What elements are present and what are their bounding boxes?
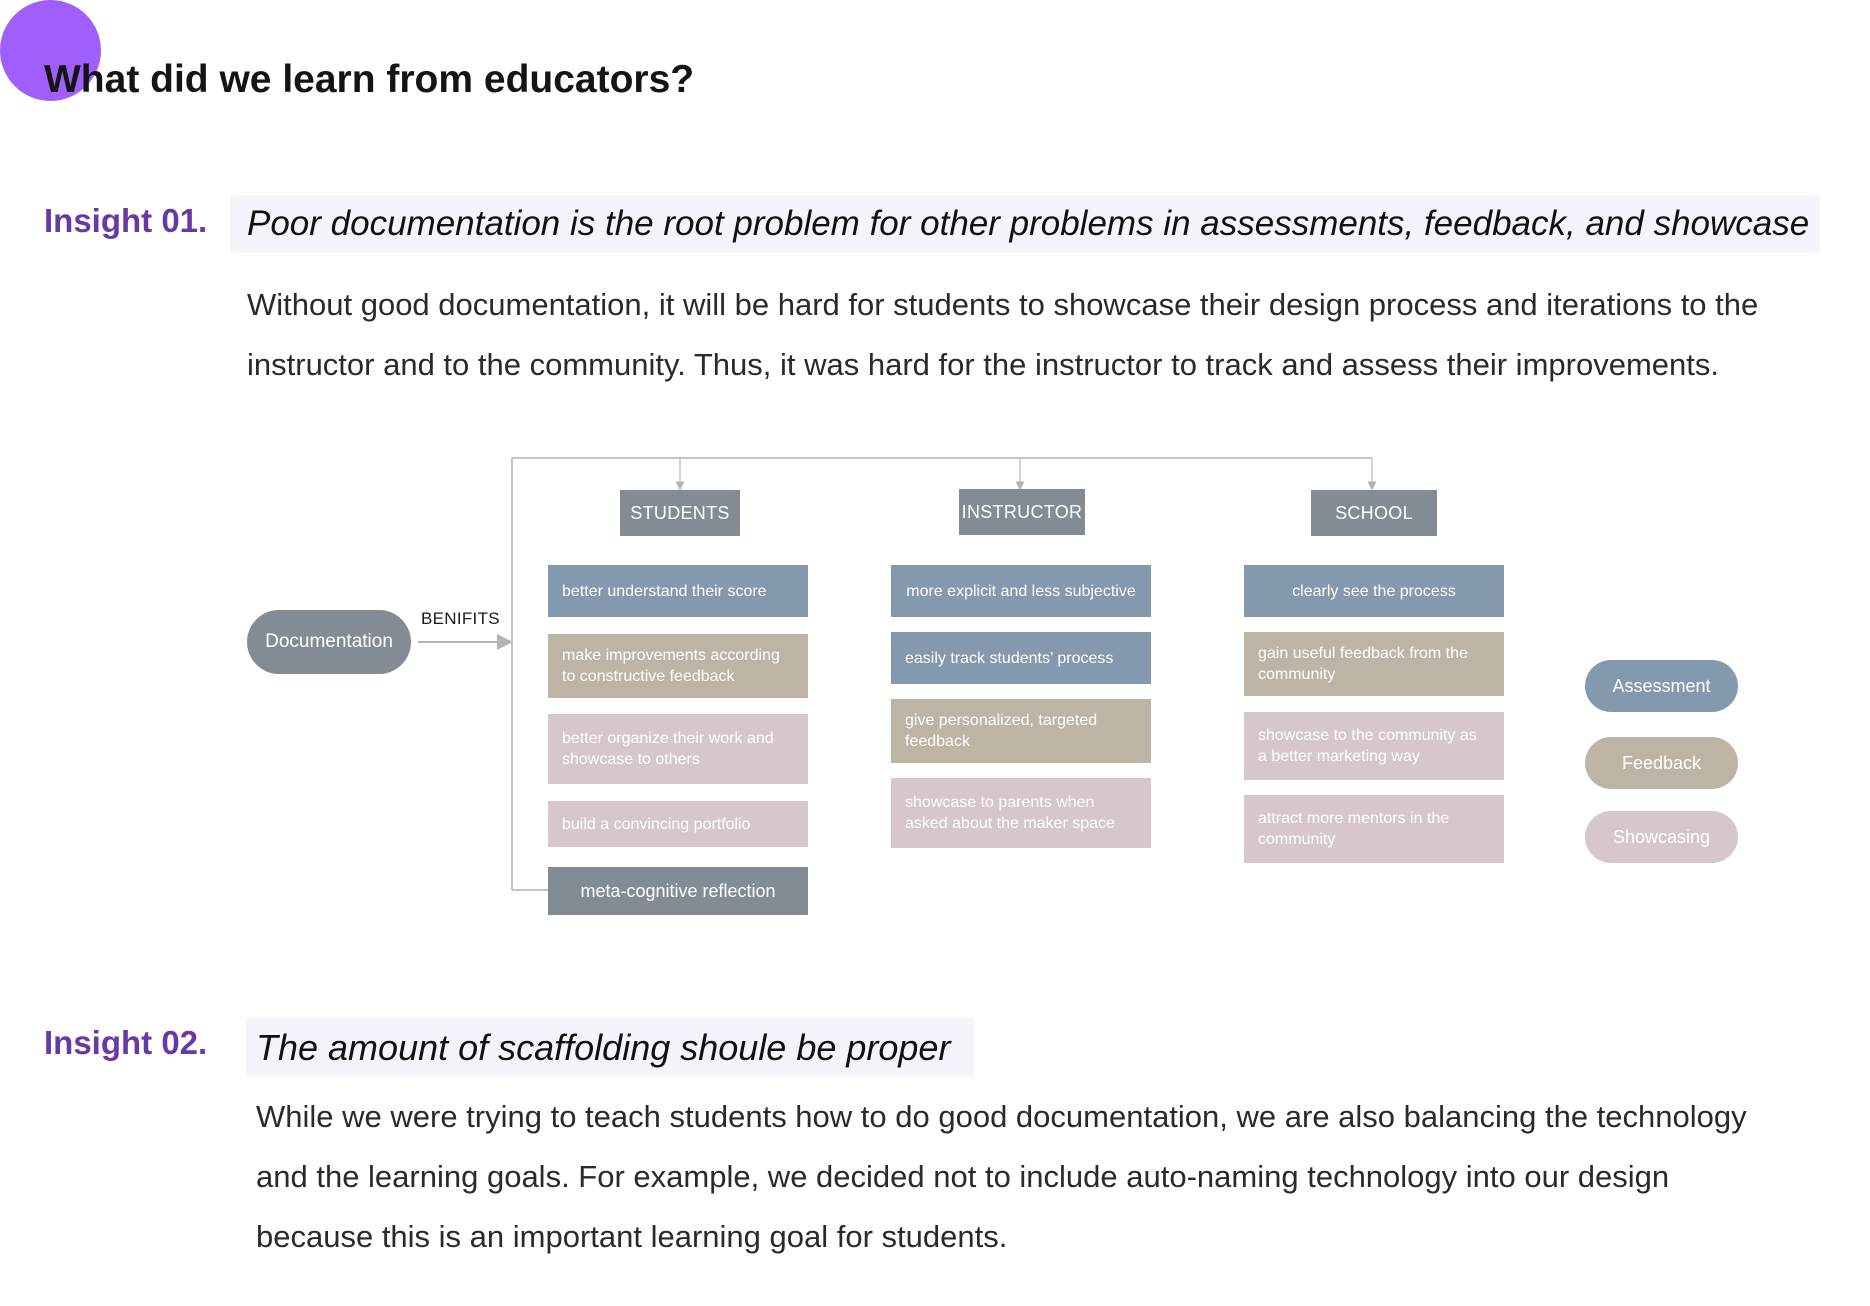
insight-01-heading: Poor documentation is the root problem for other problems in assessments, feedback, and showcase: [230, 195, 1820, 253]
insight-01-body-line: instructor and to the community. Thus, it was hard for the instructor to track and assess their improvements.: [247, 347, 1719, 382]
insight-02-label: Insight 02.: [44, 1024, 208, 1061]
instructor-item: showcase to parents when asked about the maker space: [891, 778, 1151, 848]
legend-showcasing: Showcasing: [1585, 811, 1738, 863]
page-title: What did we learn from educators?: [44, 58, 695, 101]
insight-01-body: [247, 275, 1758, 395]
students-header: STUDENTS: [620, 490, 740, 536]
documentation-node: Documentation: [247, 610, 411, 674]
legend-assessment: Assessment: [1585, 660, 1738, 712]
students-item: make improvements according to constructive feedback: [548, 634, 808, 698]
school-item: gain useful feedback from the community: [1244, 632, 1504, 696]
school-item: showcase to the community as a better marketing way: [1244, 712, 1504, 780]
insight-01-body-line: Without good documentation, it will be hard for students to showcase their design process and iterations to the: [247, 287, 1759, 322]
insight-02-heading: The amount of scaffolding shoule be proper: [246, 1018, 974, 1077]
insight-02-body-line: and the learning goals. For example, we decided not to include auto-naming technology into our design: [256, 1159, 1670, 1194]
benefits-edge-label: BENIFITS: [421, 609, 500, 628]
school-item: attract more mentors in the community: [1244, 795, 1504, 863]
instructor-item: easily track students’ process: [891, 632, 1151, 684]
instructor-header: INSTRUCTOR: [959, 489, 1085, 535]
instructor-item: more explicit and less subjective: [891, 565, 1151, 617]
insight-02-body: [256, 1087, 1747, 1267]
insight-02-body-line: because this is an important learning goal for students.: [256, 1219, 1008, 1254]
students-item: meta-cognitive reflection: [548, 867, 808, 915]
students-item: better organize their work and showcase to others: [548, 714, 808, 784]
students-item: build a convincing portfolio: [548, 801, 808, 847]
insight-01-label: Insight 01.: [44, 202, 208, 239]
legend-feedback: Feedback: [1585, 737, 1738, 789]
instructor-item: give personalized, targeted feedback: [891, 699, 1151, 763]
school-header: SCHOOL: [1311, 490, 1437, 536]
students-item: better understand their score: [548, 565, 808, 617]
insight-02-body-line: While we were trying to teach students how to do good documentation, we are also balancing the technology: [256, 1099, 1747, 1134]
school-item: clearly see the process: [1244, 565, 1504, 617]
